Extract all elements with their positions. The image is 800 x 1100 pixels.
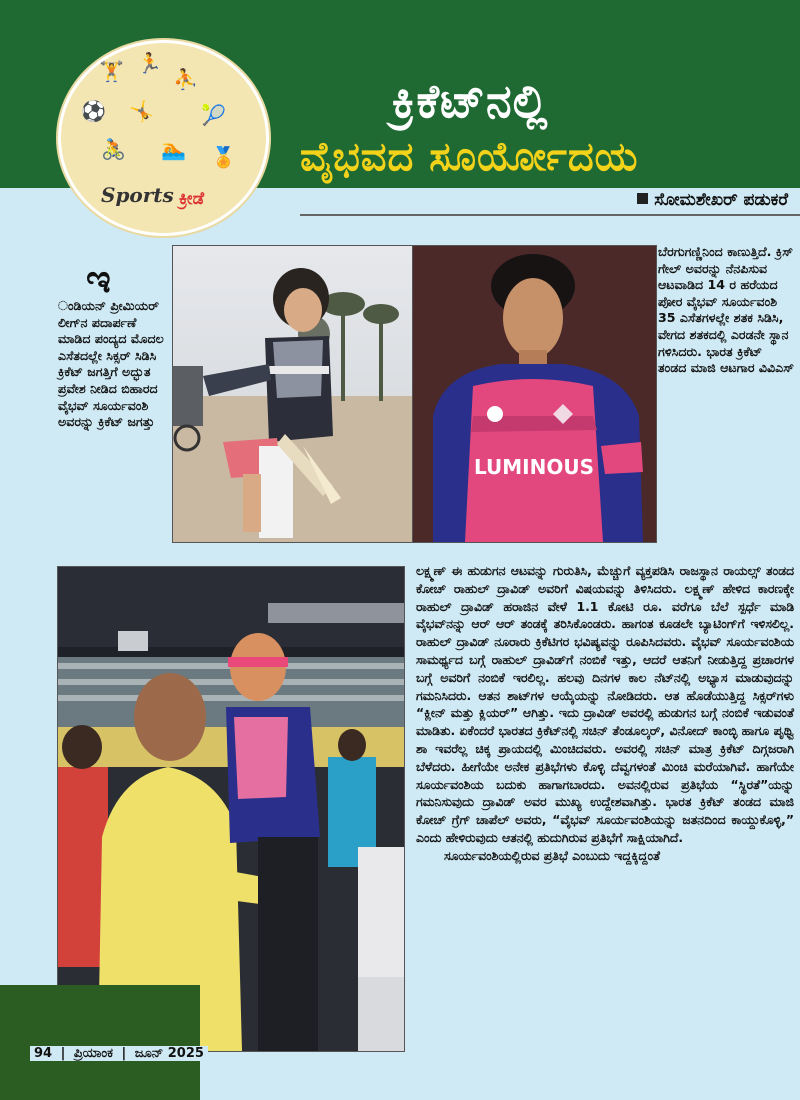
page-number: 94	[34, 1046, 53, 1061]
cyclist-icon: 🚴	[101, 137, 126, 161]
photo-stadium-family	[57, 566, 405, 1052]
footer-green-block	[0, 985, 200, 1100]
logo-word-krida: ಕ್ರೀಡೆ	[179, 189, 205, 209]
body-paragraph-2: ಸೂರ್ಯವಂಶಿಯಲ್ಲಿರುವ ಪ್ರತಿಭೆ ಎಂಬುದು ಇದ್ದಕ್ಕಿದ್ದಂತೆ	[444, 847, 661, 863]
jersey-sponsor-text: LUMINOUS	[474, 455, 594, 479]
headline-line2: ವೈಭವದ ಸೂರ್ಯೋದಯ	[300, 134, 639, 180]
child-batting-illustration	[173, 246, 413, 542]
dropcap: ಇ	[86, 257, 111, 301]
player-jersey-illustration	[413, 246, 656, 542]
logo-word-sports: Sports	[101, 183, 174, 207]
soccer-icon: ⚽	[81, 99, 106, 123]
square-bullet-icon	[637, 193, 648, 204]
photo-child-batting	[172, 245, 414, 543]
right-column-text: ಬೆರಗುಗಣ್ಣಿನಿಂದ ಕಾಣುತ್ತಿದೆ. ಕ್ರಿಸ್ ಗೇಲ್ ಅವರನ್ನು ನೆನಪಿಸುವ ಆಟವಾಡಿದ 14 ರ ಹರೆಯದ ಪೋರ ವೈಭವ್ ಸೂರ್ಯವಂಶಿ 35 ಎಸೆತಗಳಲ್ಲೇ ಶತಕ ಸಿಡಿಸಿ, ವೇಗದ ಶತಕದಲ್ಲಿ ಎರಡನೇ ಸ್ಥಾನ ಗಳಿಸಿದರು. ಭಾರತ ಕ್ರಿಕೆಟ್ ತಂಡದ ಮಾಜಿ ಆಟಗಾರ ವಿವಿಎಸ್	[658, 244, 795, 376]
byline-bar	[300, 188, 800, 216]
stadium-family-illustration	[58, 567, 404, 1051]
basketball-icon: ⛹	[173, 67, 198, 91]
weightlifter-icon: 🏋	[99, 59, 124, 83]
headline-line1: ಕ್ರಿಕೆಟ್‌ನಲ್ಲಿ	[392, 74, 549, 128]
footer-divider: |	[60, 1046, 66, 1061]
issue-date: ಜೂನ್ 2025	[134, 1046, 204, 1061]
sports-logo	[58, 40, 269, 236]
page-footer	[30, 1046, 208, 1061]
author-name: ಸೋಮಶೇಖರ್ ಪಡುಕರೆ	[654, 190, 788, 210]
tennis-icon: 🎾	[201, 103, 226, 127]
article-body	[416, 562, 794, 865]
left-column-text: ಂಡಿಯನ್ ಪ್ರೀಮಿಯರ್ ಲೀಗ್‌ನ ಪದಾರ್ಪಣೆ ಮಾಡಿದ ಪಂದ್ಯದ ಮೊದಲ ಎಸೆತದಲ್ಲೇ ಸಿಕ್ಸರ್ ಸಿಡಿಸಿ ಕ್ರಿಕೆಟ್ ಜಗತ್ತಿಗೆ ಅದ್ಭುತ ಪ್ರವೇಶ ನೀಡಿದ ಬಿಹಾರದ ವೈಭವ್ ಸೂರ್ಯವಂಶಿ ಅವರನ್ನು ಕ್ರಿಕೆಟ್ ಜಗತ್ತು	[58, 298, 164, 430]
photo-player-jersey	[412, 245, 657, 543]
runner-icon: 🏃	[137, 51, 162, 75]
body-paragraph-1: ಲಕ್ಷ್ಮಣ್ ಈ ಹುಡುಗನ ಆಟವನ್ನು ಗುರುತಿಸಿ, ಮೆಚ್ಚುಗೆ ವ್ಯಕ್ತಪಡಿಸಿ ರಾಜಸ್ಥಾನ ರಾಯಲ್ಸ್ ತಂಡದ ಕೋಚ್ ರಾಹುಲ್ ದ್ರಾವಿಡ್ ಅವರಿಗೆ ವಿಷಯವನ್ನು ತಿಳಿಸಿದರು. ಲಕ್ಷ್ಮಣ್ ಹೇಳಿದ ಕಾರಣಕ್ಕೇ ರಾಹುಲ್ ದ್ರಾವಿಡ್ ಹರಾಜಿನ ವೇಳೆ 1.1 ಕೋಟಿ ರೂ. ವರೆಗೂ ಬೆಲೆ ಸ್ಪರ್ಧೆ ಮಾಡಿ ವೈಭವ್‌ನನ್ನು ಆರ್ ಆರ್ ತಂಡಕ್ಕೆ ತರಿಸಿಕೊಂಡರು. ಹಾಗಂತ ಕೂಡಲೇ ಬ್ಯಾಟಿಂಗ್‌ಗೆ ಇಳಿಸಲಿಲ್ಲ. ರಾಹುಲ್ ದ್ರಾವಿಡ್ ನೂರಾರು ಕ್ರಿಕೆಟಿಗರ ಭವಿಷ್ಯವನ್ನು ರೂಪಿಸಿದವರು. ವೈಭವ್ ಸೂರ್ಯವಂಶಿಯ ಸಾಮರ್ಥ್ಯದ ಬಗ್ಗೆ ರಾಹುಲ್ ದ್ರಾವಿಡ್‌ಗೆ ನಂಬಿಕೆ ಇತ್ತು, ಆದರೆ ಆತನಿಗೆ ನೀಡುತ್ತಿದ್ದ ಪ್ರಚಾರಗಳ ಬಗ್ಗೆ ಅವರಿಗೆ ನಂಬಿಕೆ ಇರಲಿಲ್ಲ. ಹಲವು ದಿನಗಳ ಕಾಲ ನೆಟ್‌ನಲ್ಲಿ ಅಭ್ಯಾಸ ಮಾಡುವುದನ್ನು ಗಮನಿಸಿದರು. ಆತನ ಶಾಟ್‌ಗಳ ಆಯ್ಕೆಯನ್ನು ನೋಡಿದರು. ಆತ ಹೊಡೆಯುತ್ತಿದ್ದ ಸಿಕ್ಸರ್‌ಗಳು “ಕ್ಲೀನ್ ಮತ್ತು ಕ್ಲಿಯರ್” ಆಗಿತ್ತು. ಇದು ದ್ರಾವಿಡ್ ಅವರಲ್ಲಿ ಹುಡುಗನ ಬಗ್ಗೆ ನಂಬಿಕೆ ಇಡುವಂತೆ ಮಾಡಿತು. ಏಕೆಂದರೆ ಭಾರತದ ಕ್ರಿಕೆಟ್‌ನಲ್ಲಿ ಸಚಿನ್ ತೆಂಡೂಲ್ಕರ್, ವಿನೋದ್ ಕಾಂಬ್ಳಿ ಹಾಗೂ ಪೃಥ್ವಿ ಶಾ ಇವರೆಲ್ಲ ಚಿಕ್ಕ ಪ್ರಾಯದಲ್ಲಿ ಮಿಂಚಿದವರು. ಅವರಲ್ಲಿ ಸಚಿನ್ ಮಾತ್ರ ಕ್ರಿಕೆಟ್ ದಿಗ್ಗಜರಾಗಿ ಬೆಳೆದರು. ಹೀಗೆಯೇ ಅನೇಕ ಪ್ರತಿಭೆಗಳು ಕೊಳ್ಳಿ ದೆವ್ವಗಳಂತೆ ಮಿಂಚಿ ಮರೆಯಾಗಿವೆ. ಹಾಗೆಯೇ ಸೂರ್ಯವಂಶಿಯ ಬದುಕು ಹಾಗಾಗಬಾರದು. ಅವನಲ್ಲಿರುವ ಪ್ರತಿಭೆಯ “ಸ್ಥಿರತೆ”ಯನ್ನು ಗಮನಿಸುವುದು ದ್ರಾವಿಡ್ ಅವರ ಮುಖ್ಯ ಉದ್ದೇಶವಾಗಿತ್ತು. ಭಾರತ ಕ್ರಿಕೆಟ್ ತಂಡದ ಮಾಜಿ ಕೋಚ್ ಗ್ರೆಗ್ ಚಾಪೆಲ್ ಅವರು, “ವೈಭವ್ ಸೂರ್ಯವಂಶಿಯನ್ನು ಜತನದಿಂದ ಕಾಯ್ದುಕೊಳ್ಳಿ,” ಎಂದು ಹೇಳಿರುವುದು ಆತನಲ್ಲಿ ಹುದುಗಿರುವ ಪ್ರತಿಭೆಗೆ ಸಾಕ್ಷಿಯಾಗಿದೆ.	[416, 563, 794, 845]
athlete-icon: 🏅	[211, 145, 236, 169]
byline	[637, 190, 788, 210]
footer-divider: |	[121, 1046, 127, 1061]
swimmer-icon: 🏊	[161, 137, 186, 161]
magazine-name: ಪ್ರಿಯಾಂಕ	[73, 1046, 113, 1061]
gymnast-icon: 🤸	[129, 99, 154, 123]
